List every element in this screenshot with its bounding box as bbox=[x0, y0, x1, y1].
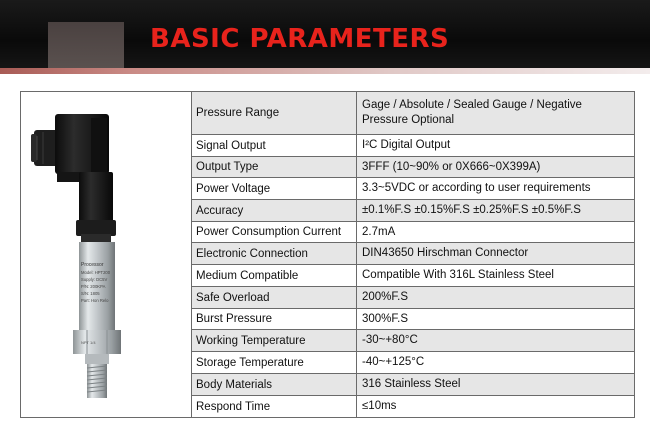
table-row bbox=[192, 373, 634, 395]
table-row bbox=[192, 134, 634, 156]
param-label: Accuracy bbox=[192, 200, 357, 221]
cable-gland bbox=[34, 130, 58, 166]
table-row bbox=[192, 221, 634, 242]
param-value: 3FFF (10~90% or 0X666~0X399A) bbox=[362, 160, 541, 173]
label-brand: Processor bbox=[81, 262, 104, 268]
param-value: -40~+125°C bbox=[362, 356, 425, 368]
table-row bbox=[192, 308, 634, 329]
param-label: Working Temperature bbox=[192, 330, 357, 351]
threaded-fitting bbox=[87, 364, 107, 398]
banner-accent-block bbox=[48, 22, 124, 68]
param-value: I²C Digital Output bbox=[362, 139, 451, 151]
param-label: Safe Overload bbox=[192, 287, 357, 308]
table-row bbox=[192, 92, 634, 134]
param-value: Compatible With 316L Stainless Steel bbox=[362, 269, 554, 281]
nut-mark: NPT 1/4 bbox=[81, 340, 96, 345]
param-label: Pressure Range bbox=[192, 92, 357, 134]
param-value: 200%F.S bbox=[362, 291, 409, 303]
pressure-transmitter-image bbox=[21, 92, 192, 417]
label-part: Part: Hon Relo bbox=[81, 298, 109, 303]
param-value: Gage / Absolute / Sealed Gauge / Negative Pressure Optional bbox=[362, 99, 582, 126]
table-row bbox=[192, 199, 634, 221]
housing bbox=[79, 172, 113, 224]
param-label: Burst Pressure bbox=[192, 309, 357, 329]
param-label: Power Consumption Current bbox=[192, 222, 357, 242]
header-banner bbox=[0, 0, 650, 68]
table-row bbox=[192, 329, 634, 351]
page-title: BASIC PARAMETERS bbox=[150, 24, 450, 54]
table-row bbox=[192, 395, 634, 417]
param-label: Respond Time bbox=[192, 396, 357, 417]
param-value: DIN43650 Hirschman Connector bbox=[362, 247, 529, 259]
table-row bbox=[192, 156, 634, 177]
param-label: Medium Compatible bbox=[192, 265, 357, 286]
parameter-rows bbox=[192, 92, 634, 417]
param-value: 2.7mA bbox=[362, 225, 396, 238]
table-row bbox=[192, 177, 634, 199]
label-range: P/N: 200KPA bbox=[81, 284, 106, 289]
label-serial: S/N: 1805 bbox=[81, 291, 100, 296]
table-row bbox=[192, 264, 634, 286]
param-value: 316 Stainless Steel bbox=[362, 378, 461, 390]
param-label: Output Type bbox=[192, 157, 357, 177]
param-label: Electronic Connection bbox=[192, 243, 357, 264]
param-value: 3.3~5VDC or according to user requirements bbox=[362, 182, 591, 194]
table-row bbox=[192, 242, 634, 264]
param-value: ≤10ms bbox=[362, 400, 397, 412]
label-model: Model: HPT200 bbox=[81, 270, 111, 275]
param-label: Body Materials bbox=[192, 374, 357, 395]
table-row bbox=[192, 286, 634, 308]
param-label: Power Voltage bbox=[192, 178, 357, 199]
param-value: 300%F.S bbox=[362, 312, 409, 325]
param-label: Signal Output bbox=[192, 135, 357, 156]
param-value: -30~+80°C bbox=[362, 334, 418, 346]
banner-divider bbox=[0, 68, 650, 74]
product-image-cell bbox=[21, 92, 192, 417]
label-supply: Supply: DC5V bbox=[81, 277, 108, 282]
param-label: Storage Temperature bbox=[192, 352, 357, 373]
table-row bbox=[192, 351, 634, 373]
spec-table bbox=[20, 91, 635, 418]
param-value: ±0.1%F.S ±0.15%F.S ±0.25%F.S ±0.5%F.S bbox=[362, 204, 581, 216]
